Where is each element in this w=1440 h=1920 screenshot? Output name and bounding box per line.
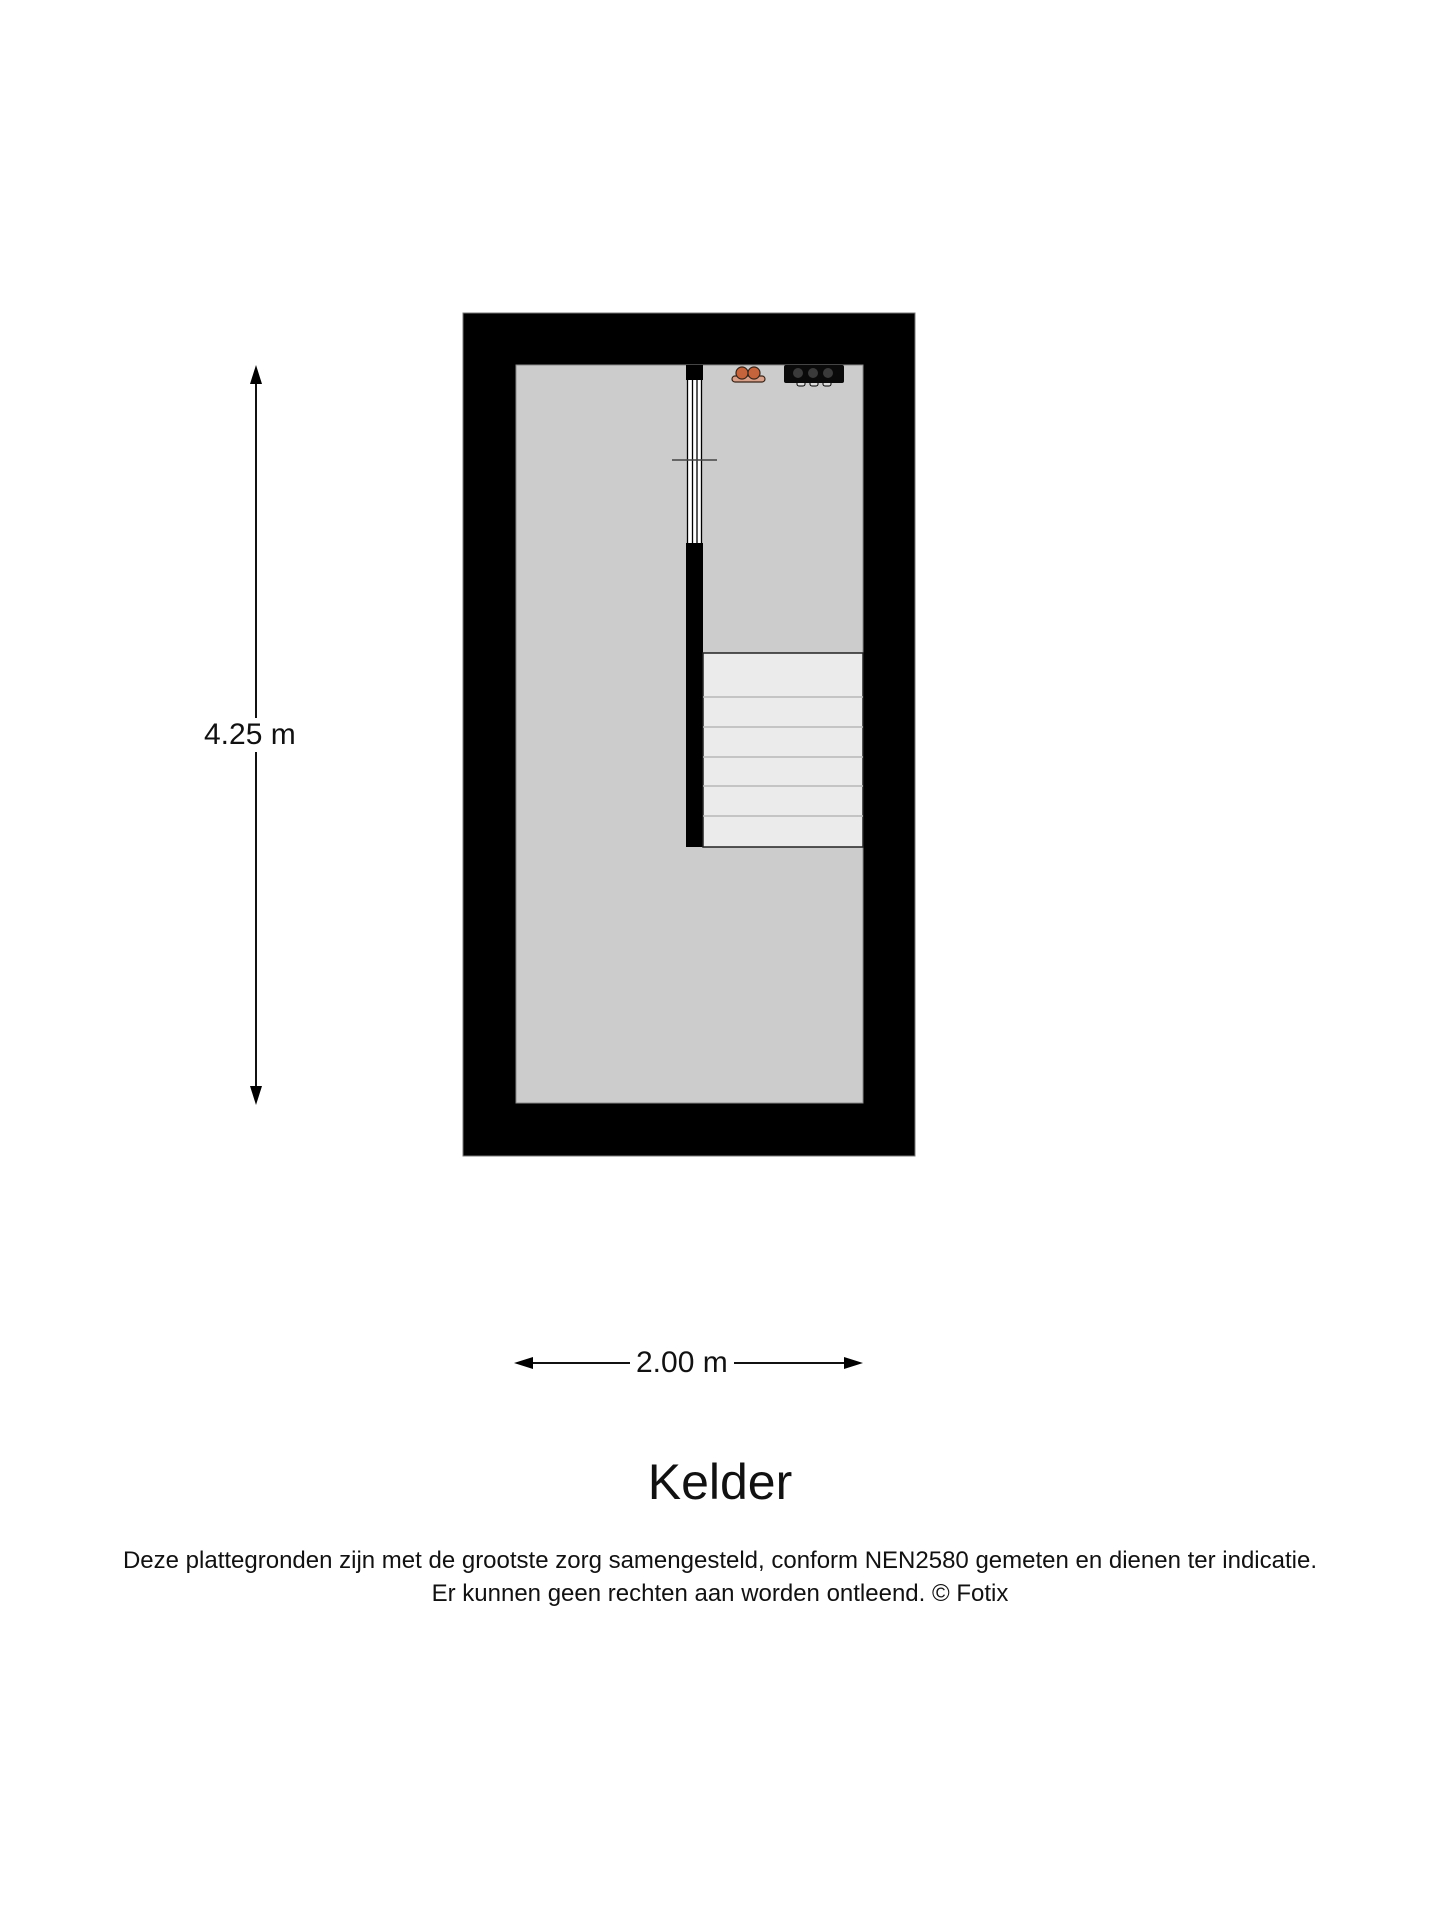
- interior-wall-stub: [686, 365, 703, 380]
- disclaimer-line-2: Er kunnen geen rechten aan worden ontleend. © Fotix: [431, 1580, 1009, 1607]
- interior-wall: [686, 543, 703, 847]
- disclaimer-line-1: Deze plattegronden zijn met de grootste zorg samengesteld, conform NEN2580 gemeten en dienen ter indicatie.: [122, 1547, 1318, 1574]
- staircase: [703, 653, 863, 847]
- electrical-panel-icon: [784, 365, 844, 386]
- disclaimer: [0, 1544, 1440, 1610]
- horizontal-dimension-label: 2.00 m: [630, 1346, 734, 1380]
- vertical-dimension-label: 4.25 m: [204, 718, 296, 751]
- floor-title: Kelder: [647, 1454, 793, 1510]
